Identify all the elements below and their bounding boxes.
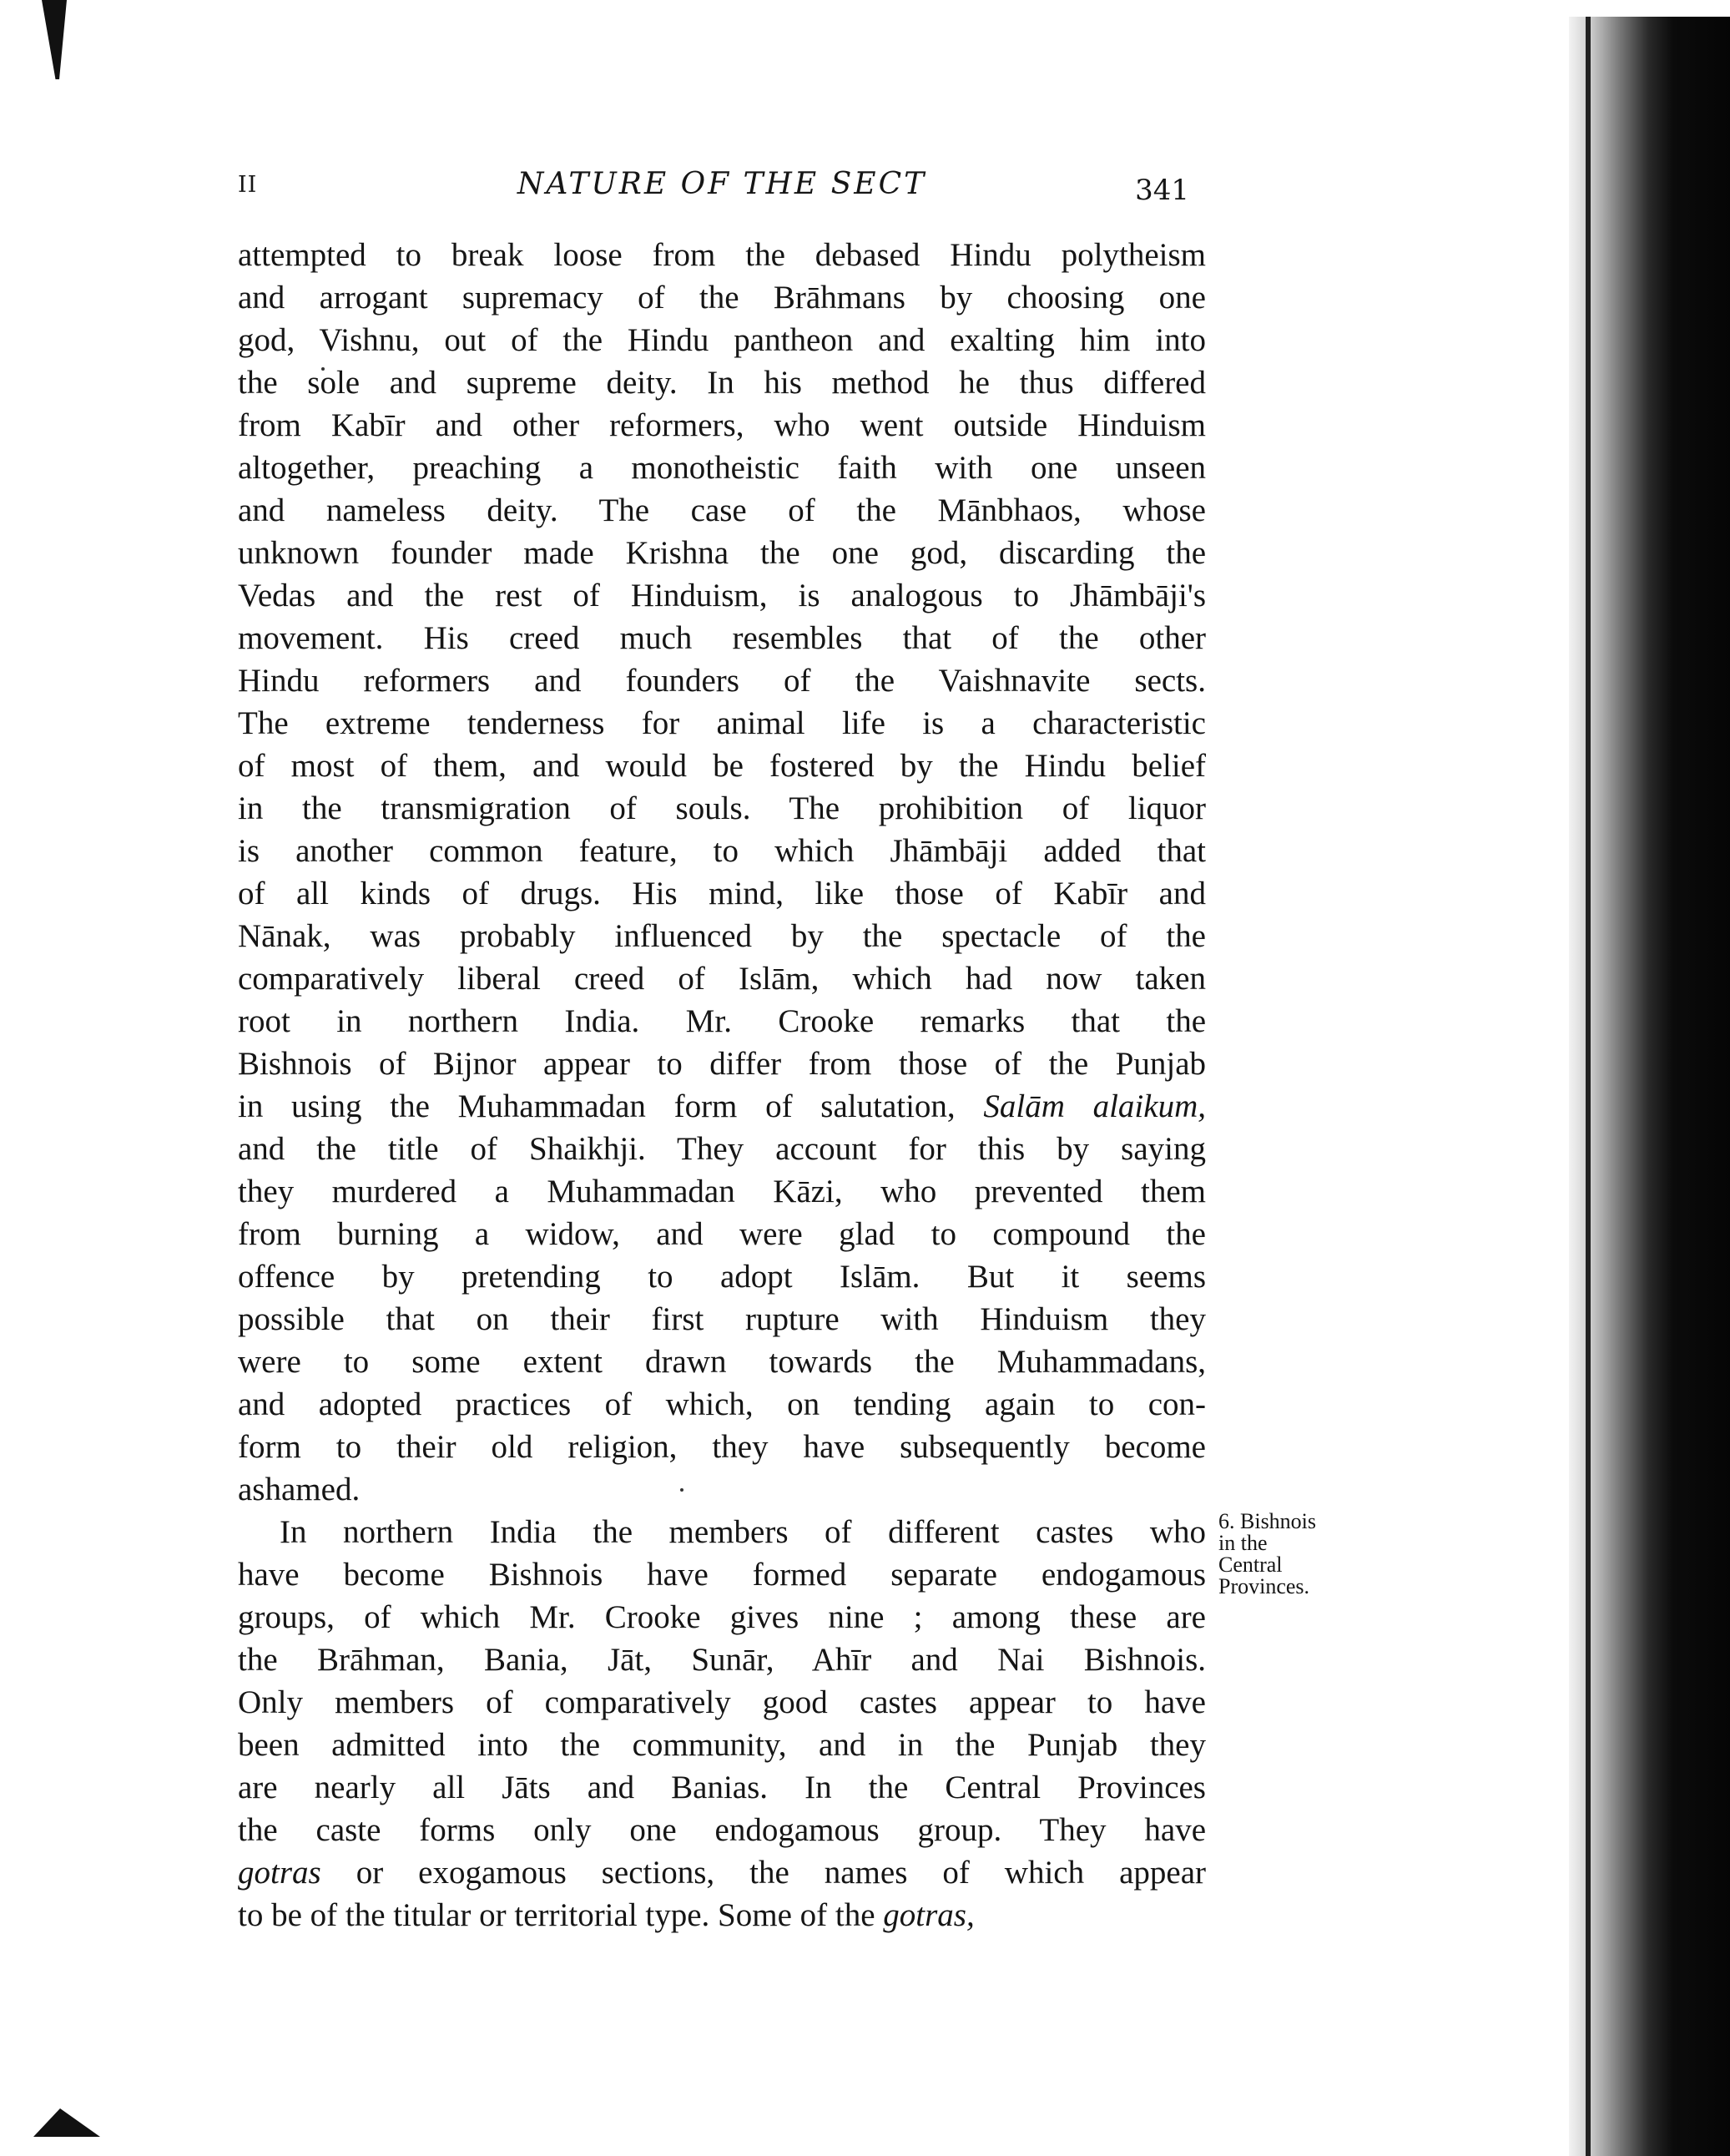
text-line (238, 702, 1206, 745)
text-line (238, 1638, 1206, 1681)
text-line (238, 1553, 1206, 1596)
line-text: movement. His creed much resembles that of the other (238, 620, 1206, 656)
text-line (238, 1468, 1206, 1511)
line-text: attempted to break loose from the debased Hindu polytheism (238, 237, 1206, 273)
text-line (238, 489, 1206, 532)
line-text: Only members of comparatively good castes appear to have (238, 1684, 1206, 1720)
line-text: The extreme tenderness for animal life is a characteristic (238, 705, 1206, 741)
line-text: and adopted practices of which, on tending again to con- (238, 1386, 1206, 1422)
text-line (238, 1000, 1206, 1043)
line-text: the sole and supreme deity. In his method he thus differed (238, 365, 1206, 401)
line-text: god, Vishnu, out of the Hindu pantheon and exalting him into (238, 322, 1206, 358)
chapter-number: II (238, 172, 258, 198)
line-text: have become Bishnois have formed separate endogamous (238, 1557, 1206, 1593)
text-line (238, 830, 1206, 872)
text-line (238, 1596, 1206, 1638)
line-text: unknown founder made Krishna the one god, discarding the (238, 535, 1206, 571)
text-line (238, 1766, 1206, 1809)
text-line (238, 872, 1206, 915)
line-text: of all kinds of drugs. His mind, like those of Kabīr and (238, 876, 1206, 911)
line-text: they murdered a Muhammadan Kāzi, who prevented them (238, 1174, 1206, 1209)
line-text: is another common feature, to which Jhāmbāji added that (238, 833, 1206, 869)
line-text: are nearly all Jāts and Banias. In the Central Provinces (238, 1770, 1206, 1805)
line-text: possible that on their first rupture with Hinduism they (238, 1301, 1206, 1337)
text-line (238, 361, 1206, 404)
text-line (238, 1341, 1206, 1383)
text-line (238, 787, 1206, 830)
sidenote-line: 6. Bishnois (1218, 1509, 1317, 1533)
marginal-sidenote (1218, 1511, 1369, 1598)
text-line (238, 617, 1206, 659)
text-line (238, 957, 1206, 1000)
binding-shadow (1569, 17, 1730, 2156)
line-text: Bishnois of Bijnor appear to differ from those of the Punjab (238, 1046, 1206, 1082)
line-text: altogether, preaching a monotheistic faith with one unseen (238, 450, 1206, 486)
scan-corner-mark-bottom (33, 2103, 100, 2137)
text-line (238, 745, 1206, 787)
text-line (238, 1255, 1206, 1298)
text-line (238, 1511, 1206, 1553)
text-line (238, 1809, 1206, 1851)
line-text: Hindu reformers and founders of the Vaishnavite sects. (238, 663, 1206, 699)
line-text: root in northern India. Mr. Crooke remarks that the (238, 1003, 1206, 1039)
text-line (238, 404, 1206, 447)
text-line (238, 1426, 1206, 1468)
text-line (238, 1298, 1206, 1341)
line-text: and nameless deity. The case of the Mānbhaos, whose (238, 492, 1206, 528)
text-line (238, 1128, 1206, 1170)
text-line (238, 1894, 1206, 1936)
text-line (238, 234, 1206, 276)
line-text: of most of them, and would be fostered by the Hindu belief (238, 748, 1206, 784)
text-line (238, 1851, 1206, 1894)
italic-term: Salām alaikum, (983, 1088, 1206, 1124)
text-line (238, 659, 1206, 702)
text-line (238, 1085, 1206, 1128)
line-text: form to their old religion, they have subsequently become (238, 1429, 1206, 1465)
line-text: the caste forms only one endogamous group. They have (238, 1812, 1206, 1848)
line-text: groups, of which Mr. Crooke gives nine ; among these are (238, 1599, 1206, 1635)
sidenote-line: Provinces. (1218, 1574, 1310, 1598)
line-text: and arrogant supremacy of the Brāhmans by choosing one (238, 280, 1206, 316)
sidenote-line: in the (1218, 1531, 1268, 1555)
text-line (238, 1213, 1206, 1255)
scan-corner-mark (42, 0, 67, 79)
text-line (238, 915, 1206, 957)
running-head (238, 167, 1206, 214)
line-text: and the title of Shaikhji. They account for this by saying (238, 1131, 1206, 1167)
paragraph (238, 1511, 1206, 1936)
line-text: from Kabīr and other reformers, who went outside Hinduism (238, 407, 1206, 443)
paragraph (238, 234, 1206, 1511)
italic-term: gotras, (883, 1897, 975, 1933)
line-text: ashamed. (238, 1472, 361, 1507)
text-line (238, 447, 1206, 489)
body-text (238, 234, 1206, 1936)
line-text: from burning a widow, and were glad to compound the (238, 1216, 1206, 1252)
line-text: to be of the titular or territorial type. Some of the (238, 1897, 875, 1933)
text-line (238, 574, 1206, 617)
text-line (238, 319, 1206, 361)
italic-term: gotras (238, 1855, 321, 1891)
line-text: been admitted into the community, and in the Punjab they (238, 1727, 1206, 1763)
line-text: in the transmigration of souls. The prohibition of liquor (238, 790, 1206, 826)
line-text: in using the Muhammadan form of salutation, (238, 1088, 956, 1124)
line-text: comparatively liberal creed of Islām, which had now taken (238, 961, 1206, 997)
line-text: were to some extent drawn towards the Muhammadans, (238, 1344, 1206, 1380)
text-line (238, 1681, 1206, 1724)
line-text: the Brāhman, Bania, Jāt, Sunār, Ahīr and Nai Bishnois. (238, 1642, 1206, 1678)
page-title: NATURE OF THE SECT (517, 167, 927, 201)
line-text: Nānak, was probably influenced by the spectacle of the (238, 918, 1206, 954)
text-line (238, 1043, 1206, 1085)
page-number: 341 (1135, 174, 1189, 207)
text-line (238, 276, 1206, 319)
line-text: offence by pretending to adopt Islām. But it seems (238, 1259, 1206, 1295)
line-text: or exogamous sections, the names of which appear (356, 1855, 1207, 1891)
line-text: Vedas and the rest of Hinduism, is analogous to Jhāmbāji's (238, 578, 1206, 613)
sidenote-line: Central (1218, 1553, 1283, 1577)
text-line (238, 1383, 1206, 1426)
text-line (238, 532, 1206, 574)
line-text: In northern India the members of different castes who (280, 1514, 1206, 1550)
text-line (238, 1170, 1206, 1213)
text-line (238, 1724, 1206, 1766)
